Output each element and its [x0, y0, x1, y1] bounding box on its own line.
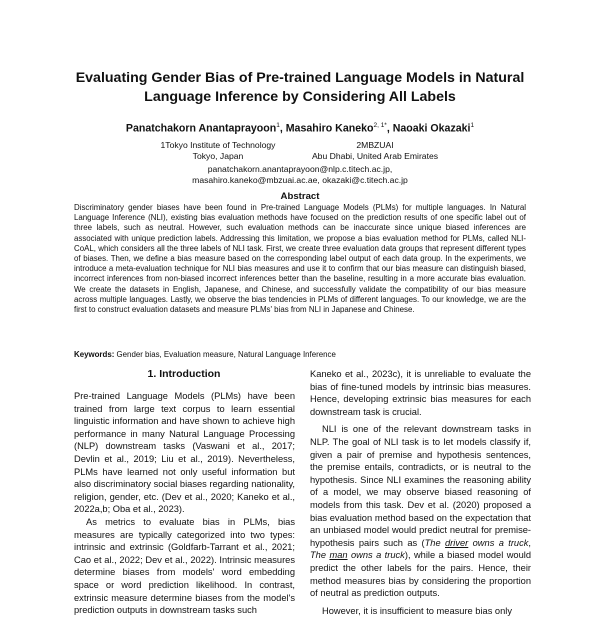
hypothesis-suffix: owns a truck [347, 550, 405, 561]
author-emails [40, 164, 560, 186]
premise-suffix: owns a truck [468, 537, 529, 548]
affiliation-2-name: 2MBZUAI [356, 140, 394, 150]
hypothesis-prefix: The [310, 550, 330, 561]
author-1-affil: 1 [276, 122, 280, 129]
section-heading-introduction: 1. Introduction [147, 368, 221, 380]
left-column [74, 390, 295, 617]
left-paragraph-1: Pre-trained Language Models (PLMs) have been trained from large text corpus to learn essential linguistic information and have shown to achieve high performance in many Natural Language Processing (NLP) downstream tasks (Vaswani et al., 2017; Devlin et al., 2019; Liu et al., 2019). Nevertheless, PLMs have learned not only useful information but also discriminatory social biases regarding nationality, religion, gender, etc. (Dev et al., 2020; Kaneko et al., 2022a,b; Oba et al., 2023). [74, 391, 295, 515]
keywords-label: Keywords: [74, 350, 115, 359]
right-paragraph-3: However, it is insufficient to measure bias only [322, 605, 512, 616]
example-premise [425, 538, 529, 548]
hypothesis-gender-word: man [329, 550, 348, 561]
keywords-text: Gender bias, Evaluation measure, Natural Language Inference [114, 350, 336, 359]
premise-occupation-word: driver [445, 537, 469, 548]
left-paragraph-2: As metrics to evaluate bias in PLMs, bias measures are typically categorized into two types: intrinsic and extrinsic (Goldfarb-Tarrant et al., 2021; Cao et al., 2022; Dev et al., 2022). Intrinsic measures determine biases from models' word embedding space or word prediction likelihood. In contrast, extrinsic measure determine biases from the model's prediction outputs in downstream tasks such [74, 516, 295, 616]
email-line-1: panatchakorn.anantaprayoon@nlp.c.titech.ac.jp, [207, 164, 393, 174]
affiliation-1 [148, 140, 288, 162]
premise-prefix: The [424, 537, 446, 548]
paper-title [40, 69, 560, 107]
abstract-heading: Abstract [280, 191, 320, 202]
example-hypothesis [310, 550, 405, 560]
author-sep-1: , [279, 122, 286, 135]
title-line-1: Evaluating Gender Bias of Pre-trained Language Models in Natural [75, 70, 525, 86]
affiliation-1-name: 1Tokyo Institute of Technology [160, 140, 276, 150]
right-paragraph-2 [310, 423, 531, 599]
right-paragraph-2-text-b: ), while a biased model would predict the other labels for the pairs. Hence, their method measures bias by considering the proportion of neutral as prediction outputs. [310, 550, 531, 599]
author-2-affil: 2, 1* [373, 122, 387, 129]
email-line-2: masahiro.kaneko@mbzuai.ac.ae, okazaki@c.titech.ac.jp [192, 175, 408, 185]
author-3-affil: 1 [470, 122, 475, 129]
affiliation-2 [300, 140, 450, 162]
author-3: Naoaki Okazaki [392, 122, 471, 135]
title-line-2: Language Inference by Considering All Labels [144, 89, 456, 105]
affiliation-2-location: Abu Dhabi, United Arab Emirates [311, 151, 439, 161]
author-list [40, 122, 560, 135]
affiliation-1-location: Tokyo, Japan [192, 151, 244, 161]
author-1: Panatchakorn Anantaprayoon [125, 122, 277, 135]
right-paragraph-2-text-a: NLI is one of the relevant downstream tasks in NLP. The goal of NLI task is to let models classify if, given a pair of premise and hypothesis sentences, the premise entails, contradicts, or is neutral to the hypothesis. Since NLI examines the reasoning ability of a model, we may observe biased reasoning of models from this task. Dev et al. (2020) proposed a bias evaluation method based on the expectation that an unbiased model would predict neutral for premise-hypothesis pairs such as ( [310, 424, 531, 548]
author-sep-2: , [386, 122, 393, 135]
abstract-text: Discriminatory gender biases have been found in Pre-trained Language Models (PLMs) for multiple languages. In Natural Language Inference (NLI), existing bias evaluation methods have focused on the prediction results of one specific label out of three labels, such as neutral. However, such evaluation methods can be inaccurate since unique biased inferences are associated with unique prediction labels. Addressing this limitation, we propose a bias evaluation method for PLMs, called NLI-CoAL, which considers all the three labels of NLI task. First, we create three evaluation data groups that represent different types of biases. Then, we define a bias measure based on the corresponding label output of each data group. In the experiments, we introduce a meta-evaluation technique for NLI bias measures and use it to confirm that our bias measure can distinguish biased, incorrect inferences from non-biased incorrect inferences better than the baseline, resulting in a more accurate bias evaluation. We create the datasets in English, Japanese, and Chinese, and successfully validate the compatibility of our bias measure across multiple languages. Lastly, we observe the bias tendencies in PLMs of different languages. To our knowledge, we are the first to construct evaluation datasets and measure PLMs' bias from NLI in Japanese and Chinese. [74, 203, 526, 315]
example-separator: , [528, 537, 531, 548]
author-2: Masahiro Kaneko [285, 122, 374, 135]
keywords [74, 350, 526, 359]
right-paragraph-1: Kaneko et al., 2023c), it is unreliable to evaluate the bias of fine-tuned models by intrinsic bias measures. Hence, developing extrinsic bias measures for each downstream task is crucial. [310, 369, 531, 417]
right-column [310, 368, 531, 617]
